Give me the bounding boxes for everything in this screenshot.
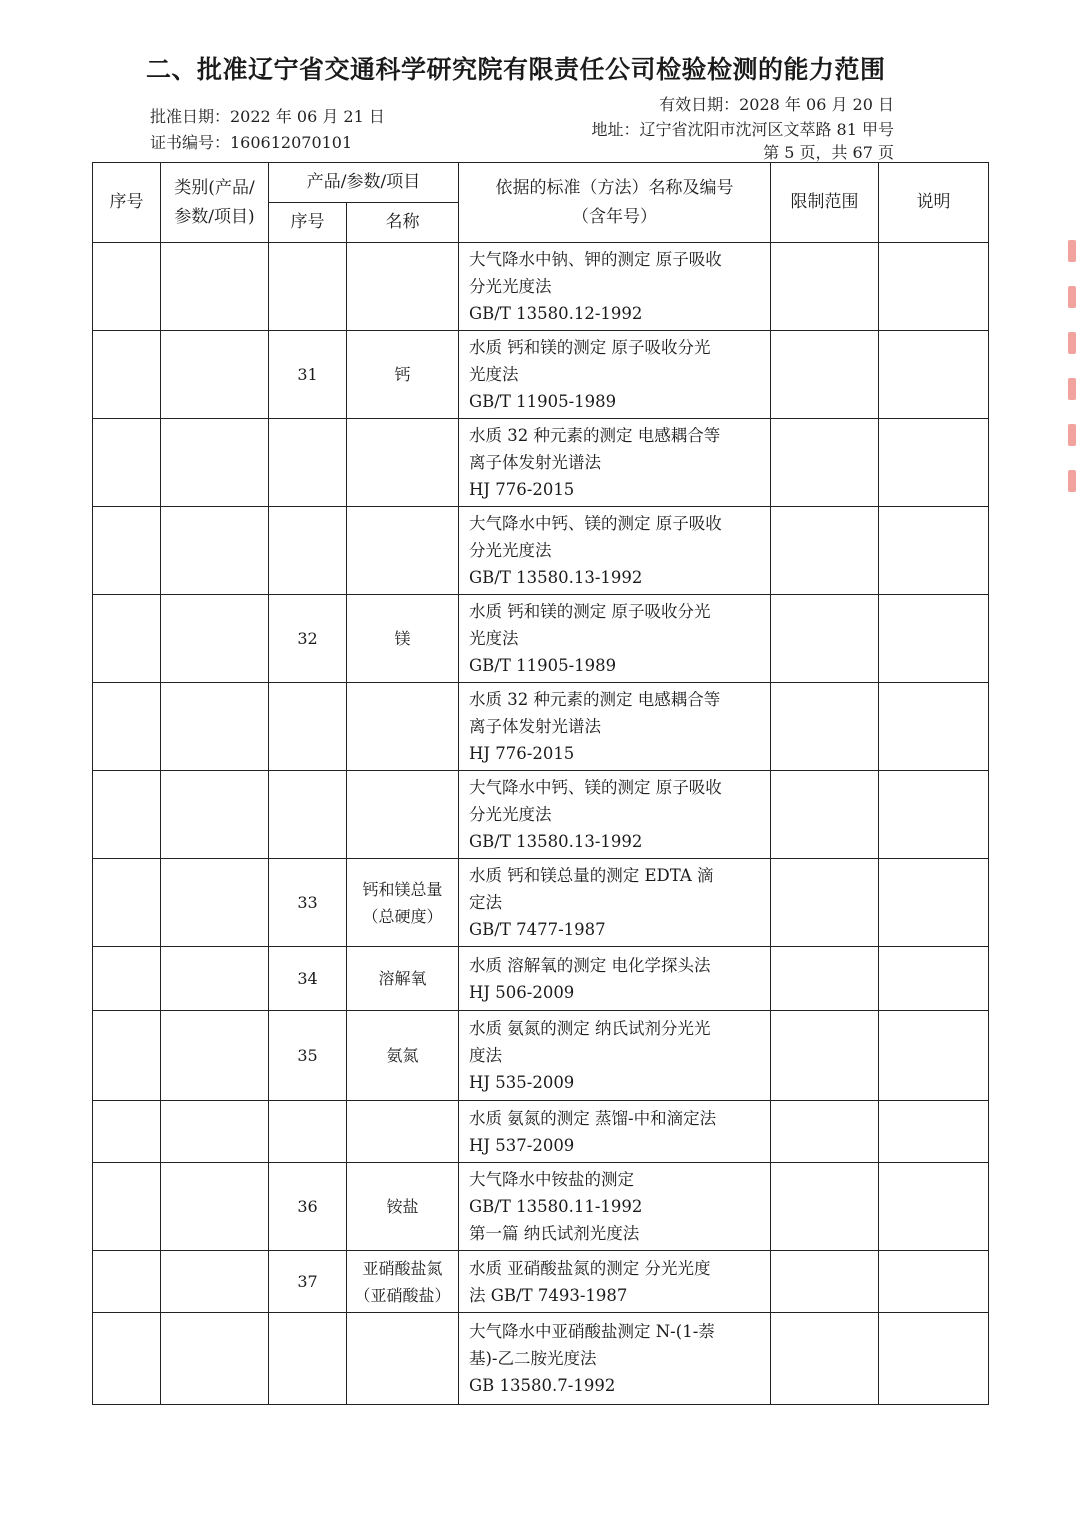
- cell-standard: [459, 859, 771, 947]
- cell-sub-seq: 31: [269, 331, 347, 419]
- standard-line: 第一篇 纳氏试剂光度法: [469, 1224, 640, 1243]
- cell-note: [879, 947, 989, 1011]
- cell-limit: [771, 595, 879, 683]
- cell-limit: [771, 331, 879, 419]
- cell-limit: [771, 771, 879, 859]
- table-row: [93, 595, 989, 683]
- cell-note: [879, 1163, 989, 1251]
- cell-sub-seq: [269, 419, 347, 507]
- cell-note: [879, 1101, 989, 1163]
- header-sub-seq: 序号: [269, 203, 347, 243]
- cell-note: [879, 1313, 989, 1405]
- table-row: [93, 1313, 989, 1405]
- cell-standard: [459, 1101, 771, 1163]
- cell-seq: [93, 243, 161, 331]
- cell-sub-name: 钙和镁总量 （总硬度）: [347, 859, 459, 947]
- table-row: [93, 419, 989, 507]
- cell-seq: [93, 859, 161, 947]
- standard-line: 大气降水中亚硝酸盐测定 N-(1-萘: [469, 1322, 715, 1341]
- table-row: [93, 859, 989, 947]
- cell-sub-seq: 35: [269, 1011, 347, 1101]
- valid-date: 有效日期：2028 年 06 月 20 日: [659, 95, 894, 114]
- standard-line: 水质 钙和镁的测定 原子吸收分光: [469, 338, 711, 357]
- cell-sub-seq: [269, 683, 347, 771]
- cell-limit: [771, 243, 879, 331]
- cell-sub-seq: 37: [269, 1251, 347, 1313]
- standard-line: 大气降水中钙、镁的测定 原子吸收: [469, 778, 722, 797]
- cell-sub-seq: 33: [269, 859, 347, 947]
- header-note: 说明: [879, 163, 989, 243]
- cell-sub-name: 氨氮: [347, 1011, 459, 1101]
- cell-sub-name: [347, 243, 459, 331]
- cell-limit: [771, 1011, 879, 1101]
- standard-line: 水质 氨氮的测定 纳氏试剂分光光: [469, 1019, 711, 1038]
- cell-standard: [459, 1011, 771, 1101]
- cell-sub-seq: [269, 1313, 347, 1405]
- cell-seq: [93, 1313, 161, 1405]
- cell-limit: [771, 859, 879, 947]
- cell-note: [879, 859, 989, 947]
- cell-limit: [771, 1163, 879, 1251]
- certificate-number: 证书编号：160612070101: [150, 133, 353, 152]
- cell-category: [161, 1101, 269, 1163]
- cell-seq: [93, 419, 161, 507]
- cell-note: [879, 507, 989, 595]
- standard-line: 大气降水中铵盐的测定: [469, 1170, 634, 1189]
- table-row: [93, 683, 989, 771]
- cell-limit: [771, 419, 879, 507]
- cell-sub-name: 钙: [347, 331, 459, 419]
- table-row: [93, 331, 989, 419]
- cell-seq: [93, 1251, 161, 1313]
- standard-line: 分光光度法: [469, 277, 552, 296]
- cell-seq: [93, 331, 161, 419]
- standard-line: 离子体发射光谱法: [469, 453, 601, 472]
- standard-line: GB/T 13580.13-1992: [469, 568, 643, 587]
- cell-sub-name: [347, 419, 459, 507]
- cell-seq: [93, 771, 161, 859]
- cell-category: [161, 771, 269, 859]
- cell-category: [161, 419, 269, 507]
- header-sub-name: 名称: [347, 203, 459, 243]
- cell-category: [161, 595, 269, 683]
- cell-standard: [459, 1251, 771, 1313]
- table-row: [93, 771, 989, 859]
- cell-seq: [93, 595, 161, 683]
- table-row: [93, 243, 989, 331]
- cell-seq: [93, 1011, 161, 1101]
- header-seq: 序号: [93, 163, 161, 243]
- standard-line: HJ 506-2009: [469, 982, 575, 1002]
- cell-note: [879, 595, 989, 683]
- cell-sub-name: [347, 771, 459, 859]
- cell-note: [879, 331, 989, 419]
- cell-sub-name: [347, 683, 459, 771]
- cell-note: [879, 419, 989, 507]
- cell-sub-name: 镁: [347, 595, 459, 683]
- cell-sub-seq: [269, 243, 347, 331]
- standard-line: GB/T 11905-1989: [469, 392, 617, 411]
- page-info: 第 5 页，共 67 页: [763, 143, 894, 162]
- cell-seq: [93, 1101, 161, 1163]
- standard-line: HJ 776-2015: [469, 744, 575, 763]
- cell-limit: [771, 1313, 879, 1405]
- table-row: [93, 1101, 989, 1163]
- cell-standard: [459, 683, 771, 771]
- standard-line: 水质 溶解氧的测定 电化学探头法: [469, 955, 711, 975]
- cell-standard: [459, 1163, 771, 1251]
- cell-note: [879, 243, 989, 331]
- standard-line: 大气降水中钙、镁的测定 原子吸收: [469, 514, 722, 533]
- table-row: [93, 1011, 989, 1101]
- header-standard: 依据的标准（方法）名称及编号（含年号）: [459, 163, 771, 243]
- cell-sub-name: 溶解氧: [347, 947, 459, 1011]
- standard-line: 分光光度法: [469, 541, 552, 560]
- standard-line: 光度法: [469, 365, 519, 384]
- cell-note: [879, 683, 989, 771]
- standard-line: HJ 537-2009: [469, 1135, 575, 1155]
- standard-line: 离子体发射光谱法: [469, 717, 601, 736]
- header-limit: 限制范围: [771, 163, 879, 243]
- cell-limit: [771, 1251, 879, 1313]
- cell-standard: [459, 595, 771, 683]
- cell-category: [161, 1251, 269, 1313]
- cell-standard: [459, 243, 771, 331]
- header-product-group: 产品/参数/项目: [269, 163, 459, 203]
- standard-line: GB/T 13580.13-1992: [469, 832, 643, 851]
- standard-line: GB 13580.7-1992: [469, 1376, 616, 1395]
- cell-standard: [459, 419, 771, 507]
- cell-sub-seq: 36: [269, 1163, 347, 1251]
- standard-line: 水质 32 种元素的测定 电感耦合等: [469, 426, 721, 445]
- standard-line: GB/T 11905-1989: [469, 656, 617, 675]
- cell-sub-seq: [269, 507, 347, 595]
- cell-sub-seq: [269, 1101, 347, 1163]
- table-body: [93, 243, 989, 1405]
- standard-line: 光度法: [469, 629, 519, 648]
- table-row: [93, 507, 989, 595]
- standard-line: 度法: [469, 1046, 502, 1065]
- cell-category: [161, 243, 269, 331]
- standard-line: GB/T 7477-1987: [469, 920, 606, 939]
- cell-category: [161, 507, 269, 595]
- standard-line: 基)-乙二胺光度法: [469, 1349, 597, 1368]
- cell-category: [161, 1313, 269, 1405]
- cell-seq: [93, 683, 161, 771]
- cell-sub-seq: 34: [269, 947, 347, 1011]
- standard-line: GB/T 13580.11-1992: [469, 1197, 643, 1216]
- cell-standard: [459, 771, 771, 859]
- capability-scope-table: [92, 162, 989, 1405]
- cell-sub-seq: [269, 771, 347, 859]
- cell-limit: [771, 1101, 879, 1163]
- cell-sub-name: 亚硝酸盐氮 （亚硝酸盐）: [347, 1251, 459, 1313]
- seal-stamp-edge: [1068, 240, 1080, 560]
- cell-category: [161, 683, 269, 771]
- cell-category: [161, 331, 269, 419]
- cell-standard: [459, 1313, 771, 1405]
- table-row: [93, 947, 989, 1011]
- cell-note: [879, 771, 989, 859]
- standard-line: HJ 535-2009: [469, 1073, 575, 1092]
- address: 地址：辽宁省沈阳市沈河区文萃路 81 甲号: [591, 120, 894, 139]
- standard-line: 水质 32 种元素的测定 电感耦合等: [469, 690, 721, 709]
- cell-seq: [93, 947, 161, 1011]
- standard-line: HJ 776-2015: [469, 480, 575, 499]
- standard-line: GB/T 13580.12-1992: [469, 304, 643, 323]
- standard-line: 水质 氨氮的测定 蒸馏-中和滴定法: [469, 1108, 717, 1128]
- page-title: 二、批准辽宁省交通科学研究院有限责任公司检验检测的能力范围: [146, 55, 886, 84]
- cell-sub-name: [347, 1313, 459, 1405]
- cell-category: [161, 1011, 269, 1101]
- cell-sub-name: 铵盐: [347, 1163, 459, 1251]
- cell-standard: [459, 507, 771, 595]
- standard-line: 水质 钙和镁总量的测定 EDTA 滴: [469, 866, 714, 885]
- cell-sub-name: [347, 507, 459, 595]
- cell-limit: [771, 507, 879, 595]
- cell-seq: [93, 1163, 161, 1251]
- cell-limit: [771, 947, 879, 1011]
- cell-category: [161, 859, 269, 947]
- cell-category: [161, 1163, 269, 1251]
- standard-line: 分光光度法: [469, 805, 552, 824]
- cell-standard: [459, 331, 771, 419]
- standard-line: 大气降水中钠、钾的测定 原子吸收: [469, 250, 722, 269]
- cell-sub-name: [347, 1101, 459, 1163]
- cell-note: [879, 1011, 989, 1101]
- cell-note: [879, 1251, 989, 1313]
- standard-line: 定法: [469, 893, 502, 912]
- table-row: [93, 1163, 989, 1251]
- standard-line: 法 GB/T 7493-1987: [469, 1285, 628, 1305]
- table-row: [93, 1251, 989, 1313]
- standard-line: 水质 钙和镁的测定 原子吸收分光: [469, 602, 711, 621]
- approval-date: 批准日期：2022 年 06 月 21 日: [150, 107, 385, 126]
- cell-seq: [93, 507, 161, 595]
- standard-line: 水质 亚硝酸盐氮的测定 分光光度: [469, 1258, 711, 1278]
- cell-category: [161, 947, 269, 1011]
- header-category: 类别(产品/参数/项目): [161, 163, 269, 243]
- cell-limit: [771, 683, 879, 771]
- cell-sub-seq: 32: [269, 595, 347, 683]
- cell-standard: [459, 947, 771, 1011]
